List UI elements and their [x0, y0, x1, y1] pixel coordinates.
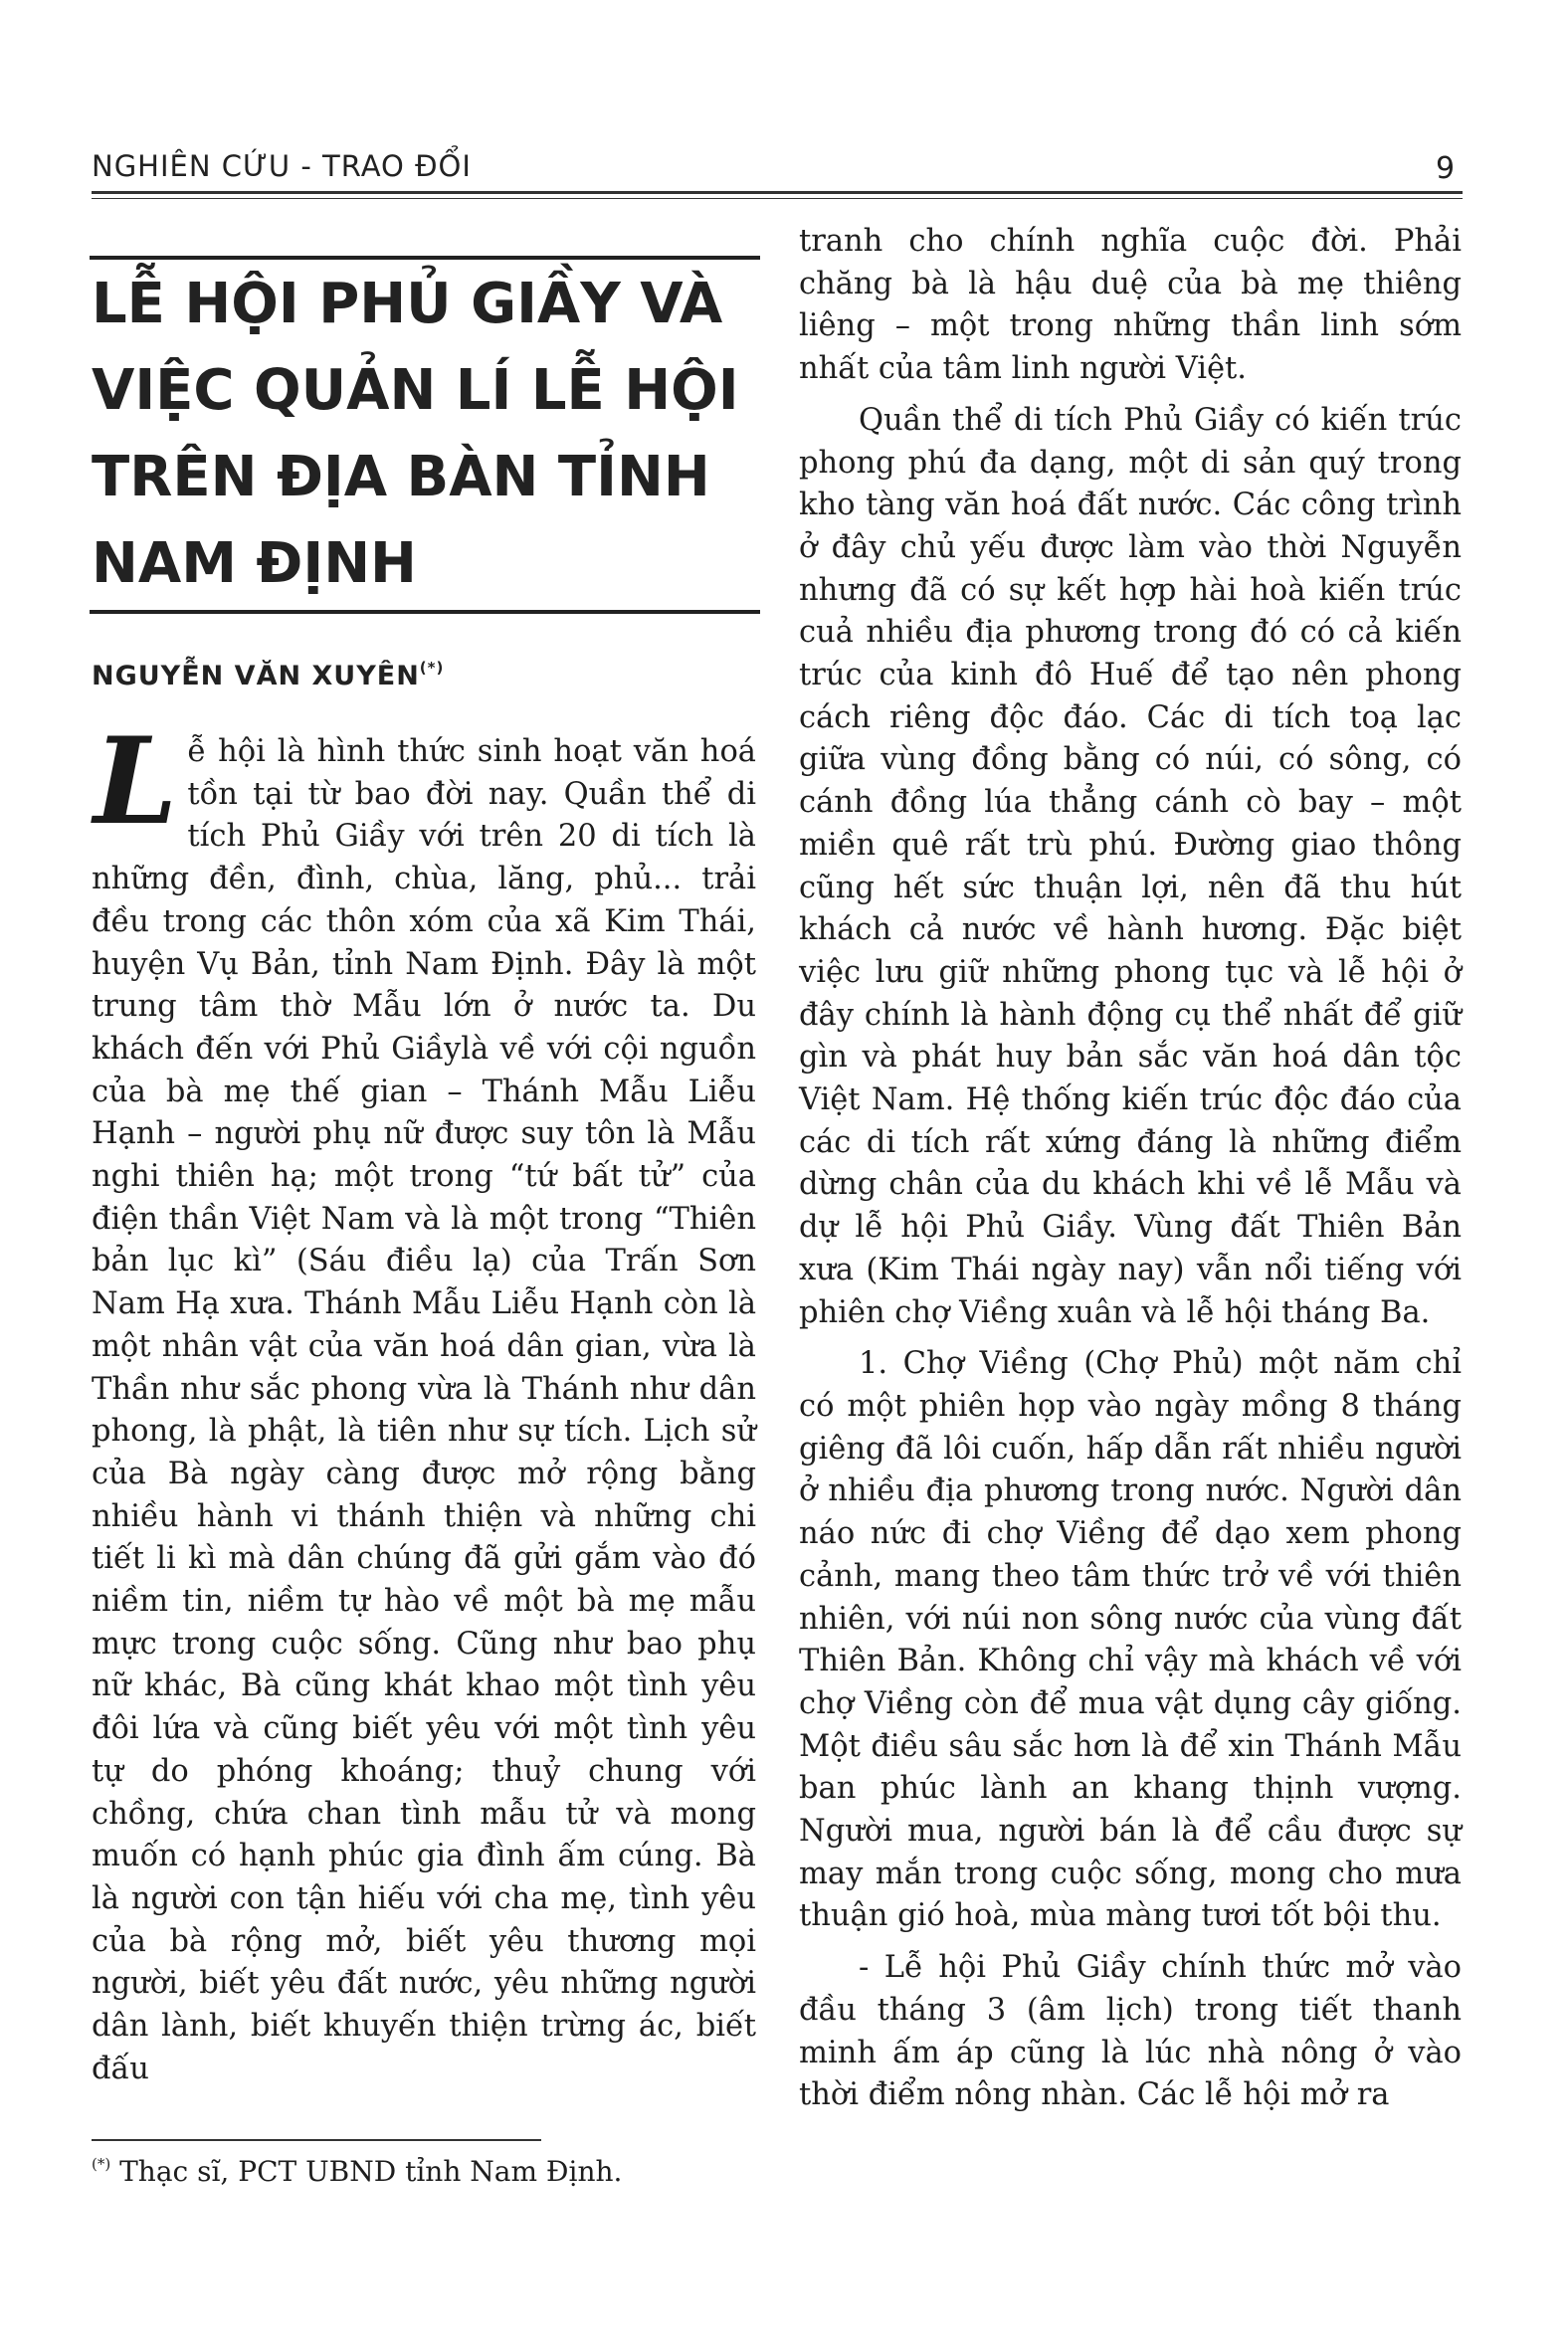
paragraph-continued: tranh cho chính nghĩa cuộc đời. Phải chăng bà là hậu duệ của bà mẹ thiêng liêng – một trong những thần linh sớm nhất của tâm linh người Việt.: [799, 224, 1462, 387]
author-line: [92, 659, 444, 691]
drop-cap: L: [94, 711, 178, 852]
author-footnote-mark: (*): [419, 659, 445, 677]
paragraph: 1. Chợ Viềng (Chợ Phủ) một năm chỉ có một phiên họp vào ngày mồng 8 tháng giêng đã lôi cuốn, hấp dẫn rất nhiều người ở nhiều địa phương trong nước. Người dân náo nức đi chợ Viềng để dạo xem phong cảnh, mang theo tâm thức trở về với thiên nhiên, với núi non sông nước của vùng đất Thiên Bản. Không chỉ vậy mà khách về với chợ Viềng còn để mua vật dụng cây giống. Một điều sâu sắc hơn là để xin Thánh Mẫu ban phúc lành an khang thịnh vượng. Người mua, người bán là để cầu được sự may mắn trong cuộc sống, mong cho mưa thuận gió hoà, mùa màng tươi tốt bội thu.: [799, 1346, 1462, 1934]
header-rule-thin: [92, 198, 1463, 199]
article-title: LỄ HỘI PHỦ GIẦY VÀ VIỆC QUẢN LÍ LỄ HỘI TRÊN ĐỊA BÀN TỈNH NAM ĐỊNH: [92, 272, 739, 596]
page-number: 9: [1436, 151, 1456, 186]
right-column: [799, 221, 1462, 2117]
intro-paragraph: [92, 711, 756, 2091]
footnote: [92, 2155, 622, 2188]
title-rule-top: [90, 256, 760, 260]
header-rule: [92, 191, 1463, 194]
footnote-text: Thạc sĩ, PCT UBND tỉnh Nam Định.: [119, 2155, 623, 2188]
paragraph: - Lễ hội Phủ Giầy chính thức mở vào đầu tháng 3 (âm lịch) trong tiết thanh minh ấm áp cũng là lúc nhà nông ở vào thời điểm nông nhàn. Các lễ hội mở ra: [799, 1950, 1462, 2113]
title-rule-bottom: [90, 610, 760, 614]
footnote-rule: [92, 2139, 541, 2141]
paragraph: Quần thể di tích Phủ Giầy có kiến trúc phong phú đa dạng, một di sản quý trong kho tàng văn hoá đất nước. Các công trình ở đây chủ yếu được làm vào thời Nguyễn nhưng đã có sự kết hợp hài hoà kiến trúc cuả nhiều địa phương trong đó có cả kiến trúc của kinh đô Huế để tạo nên phong cách riêng độc đáo. Các di tích toạ lạc giữa vùng đồng bằng có núi, có sông, có cánh đồng lúa thẳng cánh cò bay – một miền quê rất trù phú. Đường giao thông cũng hết sức thuận lợi, nên đã thu hút khách cả nước về hành hương. Đặc biệt việc lưu giữ những phong tục và lễ hội ở đây chính là hành động cụ thể nhất để giữ gìn và phát huy bản sắc văn hoá dân tộc Việt Nam. Hệ thống kiến trúc độc đáo của các di tích rất xứng đáng là những điểm dừng chân của du khách khi về lễ Mẫu và dự lễ hội Phủ Giầy. Vùng đất Thiên Bản xưa (Kim Thái ngày nay) vẫn nổi tiếng với phiên chợ Viềng xuân và lễ hội tháng Ba.: [799, 402, 1462, 1330]
author-name: NGUYỄN VĂN XUYÊN: [92, 661, 420, 691]
left-column: [92, 711, 756, 2091]
running-head: NGHIÊN CỨU - TRAO ĐỔI: [92, 149, 472, 183]
intro-text: ễ hội là hình thức sinh hoạt văn hoá tồn tại từ bao đời nay. Quần thể di tích Phủ Giầy với trên 20 di tích là những đền, đình, chùa, lăng, phủ... trải đều trong các thôn xóm của xã Kim Thái, huyện Vụ Bản, tỉnh Nam Định. Đây là một trung tâm thờ Mẫu lớn ở nước ta. Du khách đến với Phủ Giầylà về với cội nguồn của bà mẹ thế gian – Thánh Mẫu Liễu Hạnh – người phụ nữ được suy tôn là Mẫu nghi thiên hạ; một trong “tứ bất tử” của điện thần Việt Nam và là một trong “Thiên bản lục kì” (Sáu điều lạ) của Trấn Sơn Nam Hạ xưa. Thánh Mẫu Liễu Hạnh còn là một nhân vật của văn hoá dân gian, vừa là Thần như sắc phong vừa là Thánh như dân phong, là phật, là tiên như sự tích. Lịch sử của Bà ngày càng được mở rộng bằng nhiều hành vi thánh thiện và những chi tiết li kì mà dân chúng đã gửi gắm vào đó niềm tin, niềm tự hào về một bà mẹ mẫu mực trong cuộc sống. Cũng như bao phụ nữ khác, Bà cũng khát khao một tình yêu đôi lứa và cũng biết yêu với một tình yêu tự do phóng khoáng; thuỷ chung với chồng, chứa chan tình mẫu tử và mong muốn có hạnh phúc gia đình ấm cúng. Bà là người con tận hiếu với cha mẹ, tình yêu của bà rộng mở, biết yêu thương mọi người, biết yêu đất nước, yêu những người dân lành, biết khuyến thiện trừng ác, biết đấu: [92, 734, 756, 2086]
footnote-mark: (*): [92, 2155, 111, 2173]
